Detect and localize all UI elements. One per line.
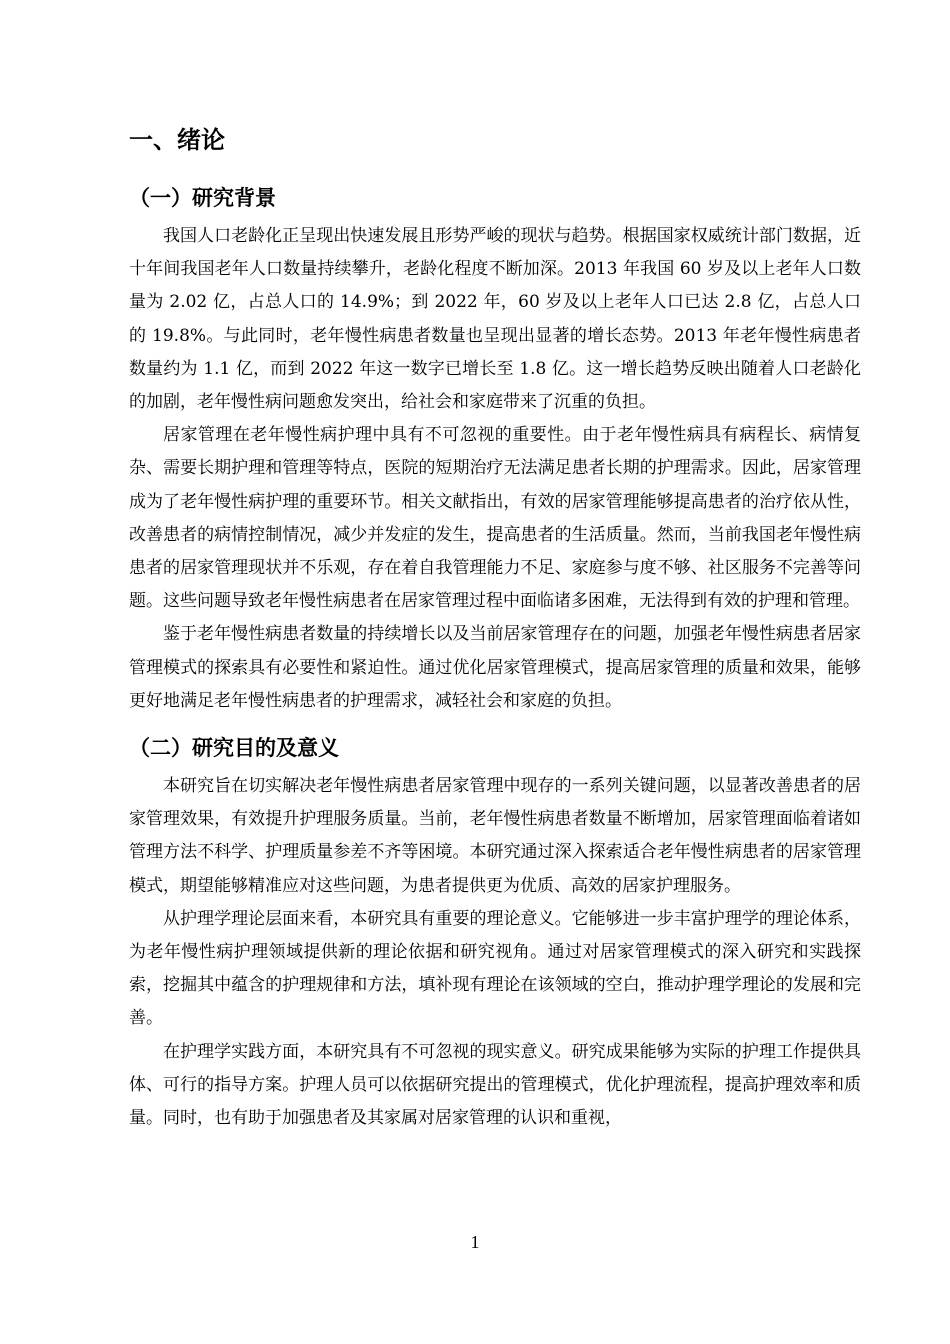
paragraph: 鉴于老年慢性病患者数量的持续增长以及当前居家管理存在的问题，加强老年慢性病患者居家管理模式的探索具有必要性和紧迫性。通过优化居家管理模式，提高居家管理的质量和效果，能够更好地满足老年慢性病患者的护理需求，减轻社会和家庭的负担。 <box>129 624 861 711</box>
section-heading-purpose: （二）研究目的及意义 <box>129 736 339 761</box>
chapter-title: 一、绪论 <box>129 126 225 154</box>
paragraph: 在护理学实践方面，本研究具有不可忽视的现实意义。研究成果能够为实际的护理工作提供具体、可行的指导方案。护理人员可以依据研究提出的管理模式，优化护理流程，提高护理效率和质量。同时，也有助于加强患者及其家属对居家管理的认识和重视， <box>129 1041 861 1129</box>
page-number: 1 <box>470 1232 480 1252</box>
paragraph: 居家管理在老年慢性病护理中具有不可忽视的重要性。由于老年慢性病具有病程长、病情复杂、需要长期护理和管理等特点，医院的短期治疗无法满足患者长期的护理需求。因此，居家管理成为了老年慢性病护理的重要环节。相关文献指出，有效的居家管理能够提高患者的治疗依从性，改善患者的病情控制情况，减少并发症的发生，提高患者的生活质量。然而，当前我国老年慢性病患者的居家管理现状并不乐观，存在着自我管理能力不足、家庭参与度不够、社区服务不完善等问题。这些问题导致老年慢性病患者在居家管理过程中面临诸多困难，无法得到有效的护理和管理。 <box>129 425 861 612</box>
paragraph: 本研究旨在切实解决老年慢性病患者居家管理中现存的一系列关键问题，以显著改善患者的居家管理效果，有效提升护理服务质量。当前，老年慢性病患者数量不断增加，居家管理面临着诸如管理方法不科学、护理质量参差不齐等困境。本研究通过深入探索适合老年慢性病患者的居家管理模式，期望能够精准应对这些问题，为患者提供更为优质、高效的居家护理服务。 <box>129 776 861 896</box>
paragraph: 我国人口老龄化正呈现出快速发展且形势严峻的现状与趋势。根据国家权威统计部门数据，近十年间我国老年人口数量持续攀升，老龄化程度不断加深。2013 年我国 60 岁及以上老年人口数量为 2.02 亿，占总人口的 14.9%；到 2022 年，60 岁及以上老年人口已达 2.8 亿，占总人口的 19.8%。与此同时，老年慢性病患者数量也呈现出显著的增长态势。2013 年老年慢性病患者数量约为 1.1 亿，而到 2022 年这一数字已增长至 1.8 亿。这一增长趋势反映出随着人口老龄化的加剧，老年慢性病问题愈发突出，给社会和家庭带来了沉重的负担。 <box>129 226 861 413</box>
page-content <box>129 122 861 1135</box>
paragraph: 从护理学理论层面来看，本研究具有重要的理论意义。它能够进一步丰富护理学的理论体系，为老年慢性病护理领域提供新的理论依据和研究视角。通过对居家管理模式的深入研究和实践探索，挖掘其中蕴含的护理规律和方法，填补现有理论在该领域的空白，推动护理学理论的发展和完善。 <box>129 908 861 1029</box>
section-heading-background: （一）研究背景 <box>129 186 276 210</box>
